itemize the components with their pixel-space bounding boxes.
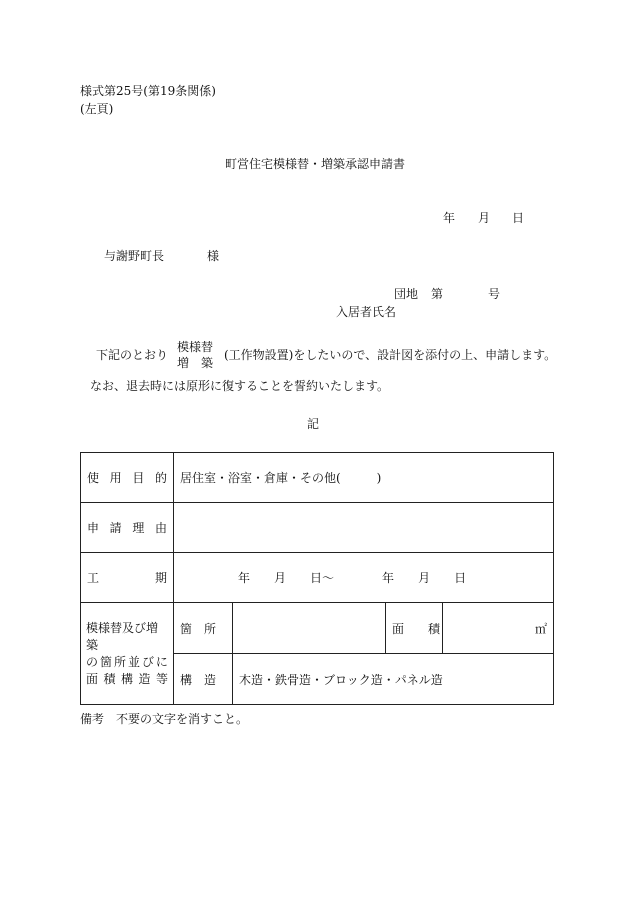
period-dates — [174, 569, 553, 586]
form-number: 様式第25号(第19条関係) — [80, 84, 216, 98]
application-table — [80, 452, 554, 705]
period-row — [81, 553, 554, 603]
date-day-label: 日 — [512, 211, 525, 225]
area-unit: ㎡ — [534, 621, 547, 636]
structure-label: 構 造 — [174, 654, 233, 705]
location-row — [81, 603, 554, 654]
period-end-month: 月 — [418, 571, 431, 585]
addressee-honorific: 様 — [207, 249, 220, 263]
scope-label-cell — [81, 603, 174, 705]
reason-row — [81, 503, 554, 553]
purpose-value[interactable]: 居住室・浴室・倉庫・その他( ) — [174, 453, 554, 503]
period-start-month: 月 — [274, 571, 287, 585]
period-end-day: 日 — [454, 571, 467, 585]
body-prefix: 下記のとおり — [96, 348, 169, 362]
reason-label: 申 請 理 由 — [87, 521, 167, 535]
reason-value[interactable] — [174, 503, 554, 553]
date-year-label: 年 — [443, 211, 456, 225]
option-remodel: 模様替 — [177, 340, 214, 354]
period-start-year: 年 — [238, 571, 251, 585]
remarks: 備考 不要の文字を消すこと。 — [80, 712, 249, 726]
area-value[interactable] — [443, 603, 554, 654]
period-label-cell — [81, 553, 174, 603]
scope-label-line-2: の 箇 所 並 び に — [86, 654, 168, 669]
scope-label-line-1: 模様替及び増築 — [86, 620, 159, 652]
date-month-label: 月 — [478, 211, 491, 225]
period-start-day: 日〜 — [310, 571, 335, 585]
purpose-label: 使 用 目 的 — [87, 471, 167, 485]
page-side-label: (左頁) — [80, 102, 114, 116]
period-end-year: 年 — [382, 571, 395, 585]
dai-label: 第 — [431, 287, 444, 301]
location-label: 箇 所 — [174, 603, 233, 654]
structure-value[interactable]: 木造・鉄骨造・ブロック造・パネル造 — [233, 654, 554, 705]
option-extension: 増 築 — [177, 356, 214, 370]
period-value[interactable] — [174, 553, 554, 603]
document-title: 町営住宅模様替・増築承認申請書 — [225, 157, 406, 171]
location-value[interactable] — [233, 603, 386, 654]
pledge-text: なお、退去時には原形に復することを誓約いたします。 — [90, 379, 390, 393]
scope-label-line-3: 面 積 構 造 等 — [86, 671, 168, 686]
go-label: 号 — [488, 287, 501, 301]
purpose-row — [81, 453, 554, 503]
area-label: 面 積 — [386, 603, 443, 654]
resident-name-label: 入居者氏名 — [336, 305, 397, 319]
ki-label: 記 — [307, 417, 320, 431]
period-label: 工 期 — [87, 571, 167, 585]
danchi-label: 団地 — [394, 287, 419, 301]
purpose-label-cell — [81, 453, 174, 503]
addressee-name: 与謝野町長 — [104, 249, 165, 263]
body-suffix: (工作物設置)をしたいので、設計図を添付の上、申請します。 — [224, 348, 557, 362]
reason-label-cell — [81, 503, 174, 553]
